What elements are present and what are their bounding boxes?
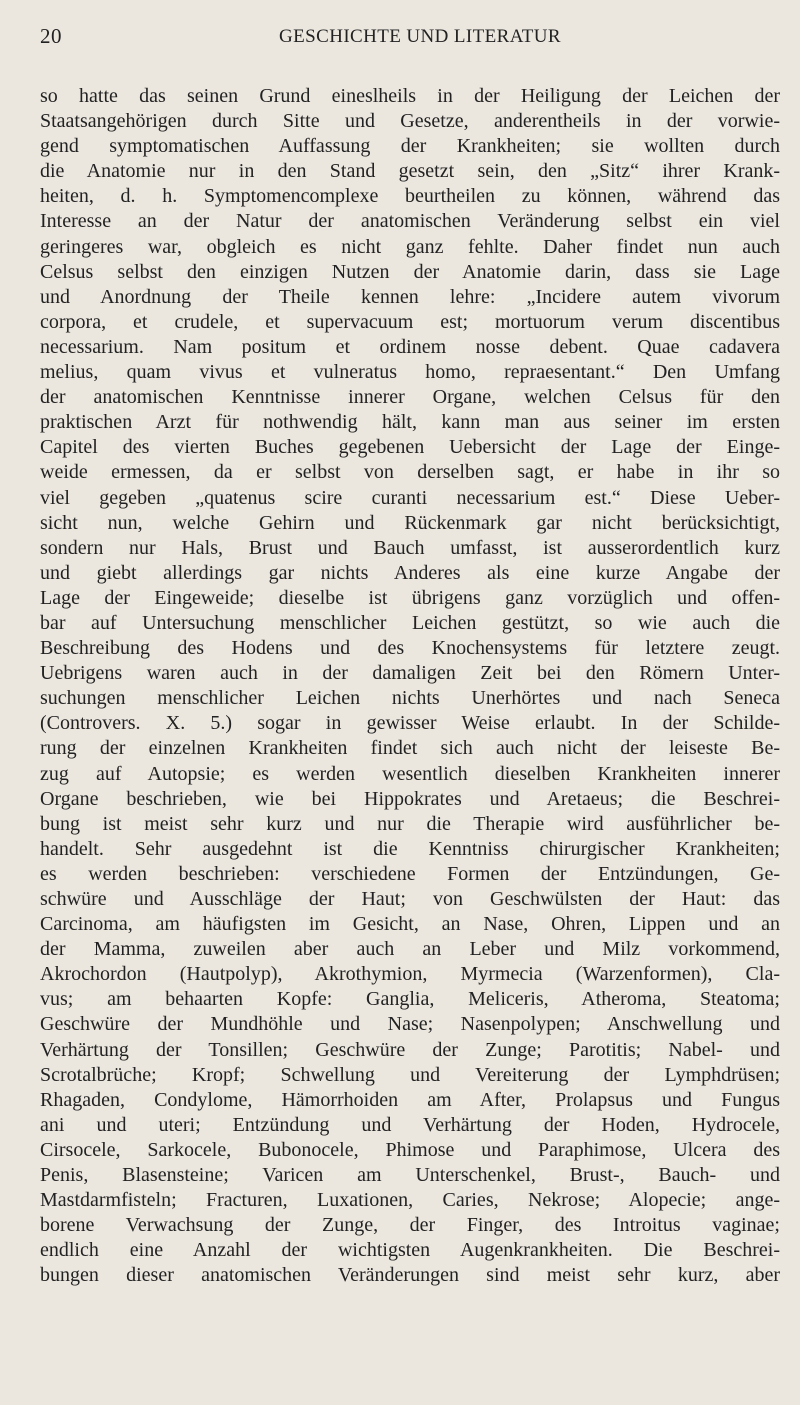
text-line: so hatte das seinen Grund eineslheils in der Heiligung der Leichen der — [40, 85, 780, 107]
text-line: vus; am behaarten Kopfe: Ganglia, Meliceris, Atheroma, Steatoma; — [40, 988, 780, 1011]
text-line: suchungen menschlicher Leichen nichts Unerhörtes und nach Seneca — [40, 687, 780, 710]
text-line: Verhärtung der Tonsillen; Geschwüre der Zunge; Parotitis; Nabel- und — [40, 1038, 780, 1061]
text-line: weide ermessen, da er selbst von derselben sagt, er habe in ihr so — [40, 461, 780, 484]
page-number: 20 — [40, 24, 62, 48]
text-line: heiten, d. h. Symptomencomplexe beurtheilen zu können, während das — [40, 185, 780, 208]
text-line: corpora, et crudele, et supervacuum est; mortuorum verum discentibus — [40, 310, 780, 333]
text-line: Geschwüre der Mundhöhle und Nase; Nasenpolypen; Anschwellung und — [40, 1013, 780, 1036]
text-line: Organe beschrieben, wie bei Hippokrates und Aretaeus; die Beschrei- — [40, 787, 780, 810]
text-line: borene Verwachsung der Zunge, der Finger, des Introitus vaginae; — [40, 1214, 780, 1237]
text-line: zug auf Autopsie; es werden wesentlich dieselben Krankheiten innerer — [40, 762, 780, 785]
text-line: Lage der Eingeweide; dieselbe ist übrigens ganz vorzüglich und offen- — [40, 586, 780, 609]
text-line: Capitel des vierten Buches gegebenen Uebersicht der Lage der Einge- — [40, 436, 780, 459]
text-line: gend symptomatischen Auffassung der Krankheiten; sie wollten durch — [40, 135, 780, 158]
text-line: praktischen Arzt für nothwendig hält, kann man aus seiner im ersten — [40, 411, 780, 434]
text-line: Beschreibung des Hodens und des Knochensystems für letztere zeugt. — [40, 637, 780, 660]
text-line: und Anordnung der Theile kennen lehre: „Incidere autem vivorum — [40, 285, 780, 308]
text-line: Rhagaden, Condylome, Hämorrhoiden am After, Prolapsus und Fungus — [40, 1088, 780, 1111]
text-line: (Controvers. X. 5.) sogar in gewisser Weise erlaubt. In der Schilde- — [40, 712, 780, 735]
text-line: Interesse an der Natur der anatomischen Veränderung selbst ein viel — [40, 210, 780, 233]
page-header — [40, 24, 770, 60]
text-line: es werden beschrieben: verschiedene Formen der Entzündungen, Ge- — [40, 862, 780, 885]
text-line: Celsus selbst den einzigen Nutzen der Anatomie darin, dass sie Lage — [40, 260, 780, 283]
text-line: die Anatomie nur in den Stand gesetzt sein, den „Sitz“ ihrer Krank- — [40, 160, 780, 183]
text-line: Penis, Blasensteine; Varicen am Unterschenkel, Brust-, Bauch- und — [40, 1164, 780, 1187]
text-line: ani und uteri; Entzündung und Verhärtung der Hoden, Hydrocele, — [40, 1113, 780, 1136]
text-line: Akrochordon (Hautpolyp), Akrothymion, Myrmecia (Warzenformen), Cla- — [40, 963, 780, 986]
text-line: geringeres war, obgleich es nicht ganz fehlte. Daher findet nun auch — [40, 235, 780, 258]
text-line: Scrotalbrüche; Kropf; Schwellung und Vereiterung der Lymphdrüsen; — [40, 1063, 780, 1086]
text-line: der anatomischen Kenntnisse innerer Organe, welchen Celsus für den — [40, 386, 780, 409]
text-line: bar auf Untersuchung menschlicher Leichen gestützt, so wie auch die — [40, 611, 780, 634]
text-line: rung der einzelnen Krankheiten findet sich auch nicht der leiseste Be- — [40, 737, 780, 760]
text-line: viel gegeben „quatenus scire curanti necessarium est.“ Diese Ueber- — [40, 486, 780, 509]
text-line: Uebrigens waren auch in der damaligen Zeit bei den Römern Unter- — [40, 662, 780, 685]
text-line: bung ist meist sehr kurz und nur die Therapie wird ausführlicher be- — [40, 812, 780, 835]
text-line: sicht nun, welche Gehirn und Rückenmark gar nicht berücksichtigt, — [40, 511, 780, 534]
text-line: bungen dieser anatomischen Veränderungen sind meist sehr kurz, aber — [40, 1264, 780, 1287]
text-line: necessarium. Nam positum et ordinem nosse debent. Quae cadavera — [40, 335, 780, 358]
text-line: schwüre und Ausschläge der Haut; von Geschwülsten der Haut: das — [40, 888, 780, 910]
text-line: handelt. Sehr ausgedehnt ist die Kenntniss chirurgischer Krankheiten; — [40, 837, 780, 860]
text-line: der Mamma, zuweilen aber auch an Leber und Milz vorkommend, — [40, 938, 780, 961]
text-line: Mastdarmfisteln; Fracturen, Luxationen, Caries, Nekrose; Alopecie; ange- — [40, 1189, 780, 1212]
text-line: und giebt allerdings gar nichts Anderes als eine kurze Angabe der — [40, 561, 780, 584]
text-line: sondern nur Hals, Brust und Bauch umfasst, ist ausserordentlich kurz — [40, 536, 780, 559]
text-line: melius, quam vivus et vulneratus homo, repraesentant.“ Den Umfang — [40, 361, 780, 384]
text-line: endlich eine Anzahl der wichtigsten Augenkrankheiten. Die Beschrei- — [40, 1239, 780, 1262]
text-line: Cirsocele, Sarkocele, Bubonocele, Phimose und Paraphimose, Ulcera des — [40, 1138, 780, 1161]
text-line: Staatsangehörigen durch Sitte und Gesetze, anderentheils in der vorwie- — [40, 110, 780, 133]
text-line: Carcinoma, am häufigsten im Gesicht, an Nase, Ohren, Lippen und an — [40, 913, 780, 936]
body-text — [40, 84, 780, 1289]
running-title: GESCHICHTE UND LITERATUR — [279, 26, 561, 47]
